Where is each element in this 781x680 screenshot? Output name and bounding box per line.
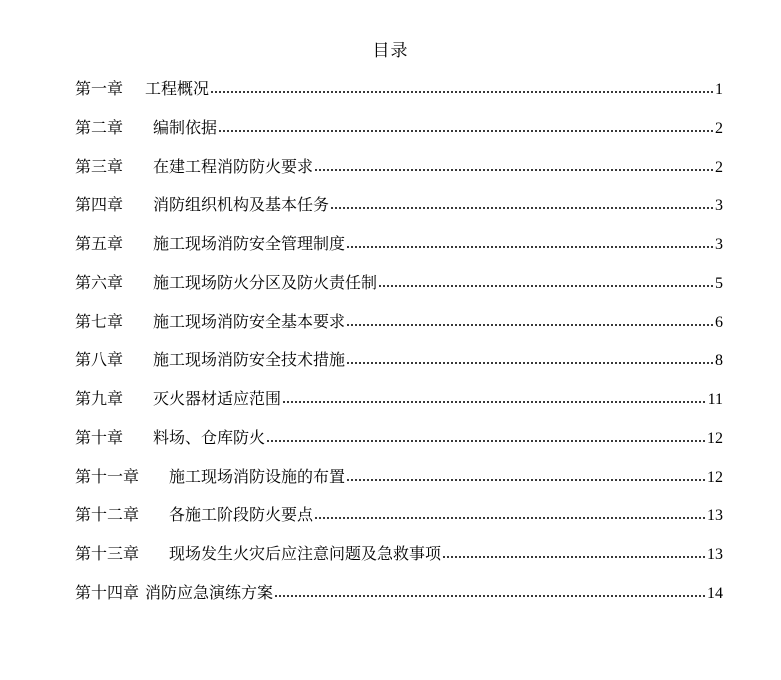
toc-entry[interactable] <box>75 541 723 580</box>
toc-chapter-number: 第二章 <box>75 117 124 137</box>
toc-page-number: 13 <box>707 507 723 525</box>
toc-chapter-number: 第九章 <box>75 389 124 408</box>
toc-chapter-title: 施工现场消防安全技术措施 <box>153 350 346 370</box>
toc-chapter-title: 施工现场消防安全管理制度 <box>153 234 346 253</box>
toc-dot-leader <box>378 272 714 288</box>
toc-dot-leader <box>210 78 714 94</box>
toc-entry[interactable] <box>75 115 723 154</box>
toc-dot-leader <box>282 388 707 404</box>
toc-page-number: 5 <box>715 274 723 292</box>
toc-entry[interactable] <box>75 154 723 193</box>
toc-chapter-number: 第七章 <box>75 311 124 331</box>
toc-dot-leader <box>266 427 706 443</box>
toc-entry[interactable] <box>75 386 723 425</box>
toc-chapter-number: 第八章 <box>75 350 124 370</box>
toc-page-number: 6 <box>715 313 723 331</box>
toc-entry[interactable] <box>75 76 723 115</box>
toc-page-number: 13 <box>707 546 723 563</box>
toc-chapter-title: 编制依据 <box>153 117 218 137</box>
toc-chapter-number: 第四章 <box>75 195 124 215</box>
toc-page-number: 2 <box>715 119 723 137</box>
toc-entry[interactable] <box>75 309 723 348</box>
toc-chapter-number: 第六章 <box>75 272 124 292</box>
toc-chapter-title: 在建工程消防防火要求 <box>153 156 314 176</box>
toc-chapter-title: 灭火器材适应范围 <box>153 389 282 408</box>
toc-dot-leader <box>346 233 714 249</box>
toc-entry[interactable] <box>75 231 723 270</box>
toc-dot-leader <box>346 311 714 327</box>
toc-chapter-number: 第十四章 <box>75 582 140 602</box>
toc-page-number: 3 <box>715 197 723 215</box>
toc-entry[interactable] <box>75 580 723 619</box>
toc-entry[interactable] <box>75 425 723 464</box>
toc-page-number: 2 <box>715 158 723 176</box>
toc-page-number: 11 <box>707 391 723 408</box>
toc-entry[interactable] <box>75 270 723 309</box>
toc-chapter-title: 消防组织机构及基本任务 <box>153 195 330 215</box>
toc-title: 目录 <box>372 41 409 61</box>
toc-entry[interactable] <box>75 502 723 541</box>
toc-entry[interactable] <box>75 192 723 231</box>
toc-chapter-number: 第三章 <box>75 156 124 176</box>
toc-chapter-title: 消防应急演练方案 <box>145 582 274 602</box>
toc-chapter-title: 施工现场防火分区及防火责任制 <box>153 272 378 292</box>
toc-dot-leader <box>314 504 706 520</box>
toc-page-number: 12 <box>707 429 723 447</box>
toc-chapter-title: 工程概况 <box>145 79 210 98</box>
toc-chapter-title: 现场发生火灾后应注意问题及急救事项 <box>169 544 442 563</box>
toc-dot-leader <box>314 156 714 172</box>
toc-page-number: 8 <box>715 352 723 370</box>
toc-chapter-number: 第十章 <box>75 427 124 447</box>
toc-page-number: 12 <box>707 468 723 486</box>
toc-dot-leader <box>442 543 706 559</box>
toc-chapter-title: 各施工阶段防火要点 <box>169 505 314 525</box>
toc-dot-leader <box>218 117 714 133</box>
toc-list <box>75 76 723 619</box>
toc-page-number: 14 <box>707 584 723 602</box>
toc-dot-leader <box>274 582 706 598</box>
toc-entry[interactable] <box>75 347 723 386</box>
toc-page-number: 1 <box>715 81 723 98</box>
toc-dot-leader <box>346 466 706 482</box>
toc-chapter-number: 第一章 <box>75 79 124 98</box>
toc-chapter-number: 第十二章 <box>75 505 140 525</box>
toc-entry[interactable] <box>75 464 723 503</box>
toc-chapter-number: 第五章 <box>75 234 124 253</box>
toc-chapter-title: 施工现场消防设施的布置 <box>169 466 346 486</box>
toc-dot-leader <box>330 194 714 210</box>
toc-page-number: 3 <box>715 236 723 253</box>
toc-chapter-number: 第十一章 <box>75 466 140 486</box>
toc-chapter-number: 第十三章 <box>75 544 140 563</box>
toc-chapter-title: 料场、仓库防火 <box>153 427 266 447</box>
toc-dot-leader <box>346 349 714 365</box>
toc-chapter-title: 施工现场消防安全基本要求 <box>153 311 346 331</box>
